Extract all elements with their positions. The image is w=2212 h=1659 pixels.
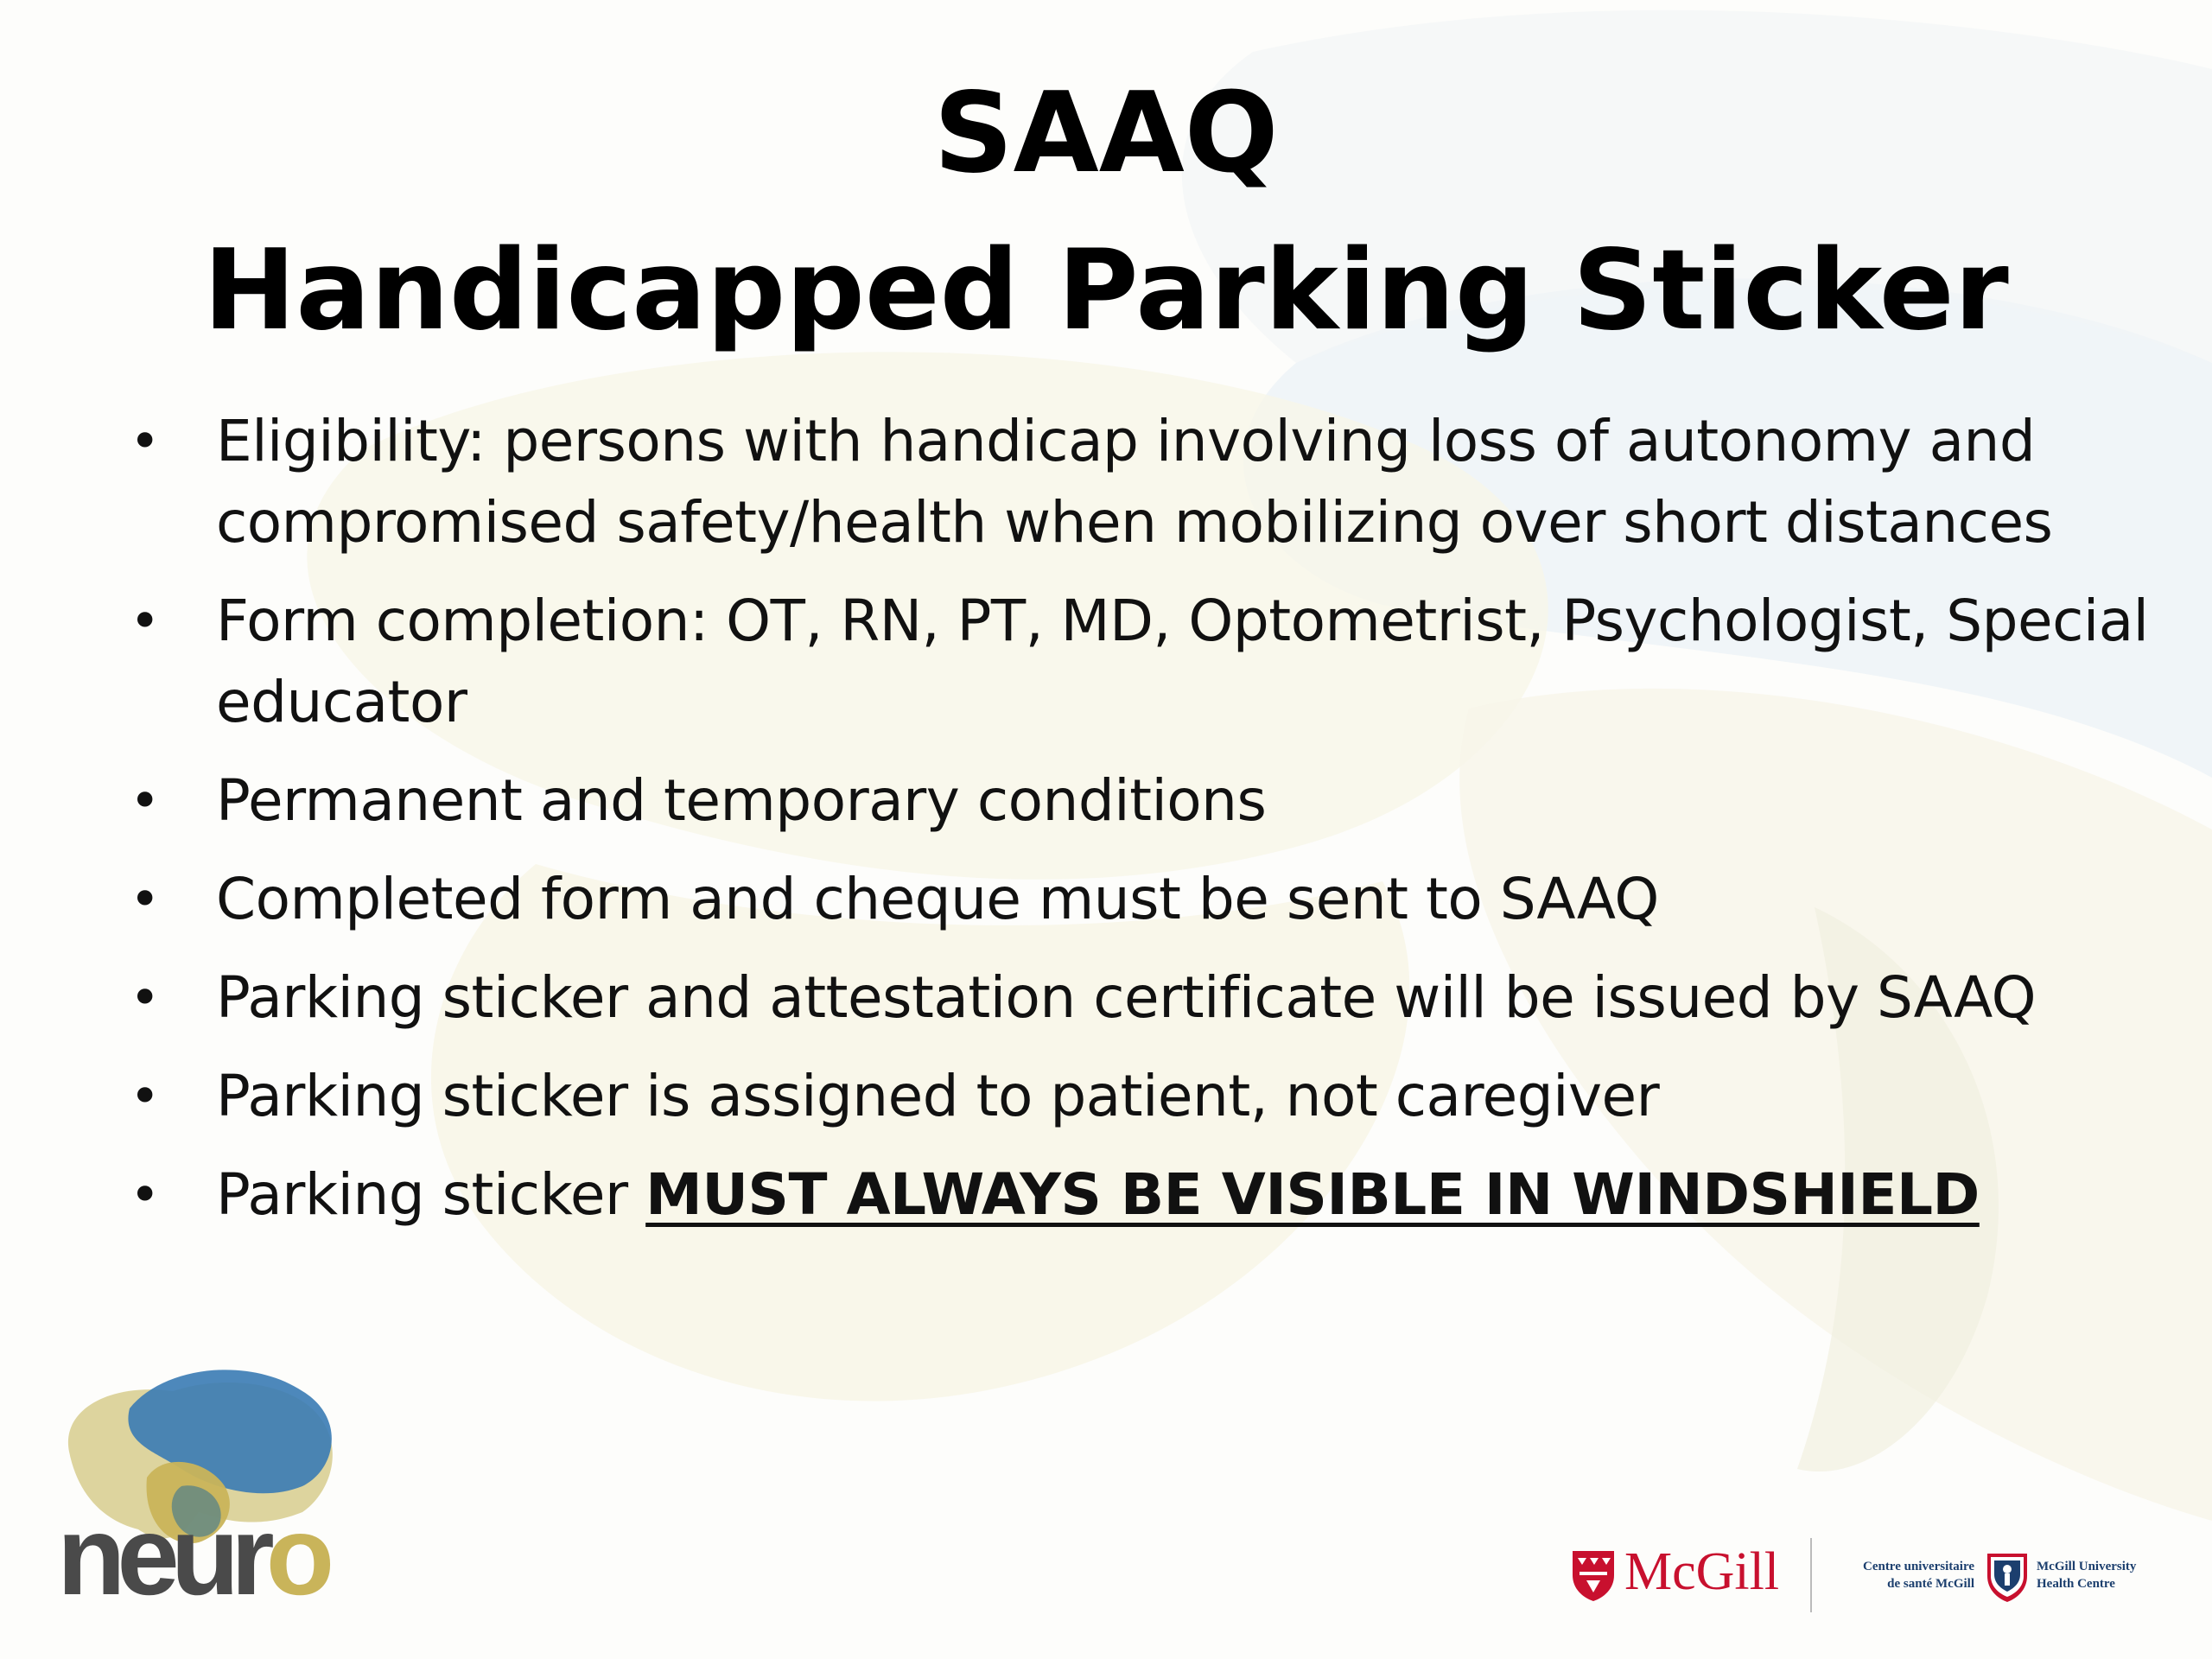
bullet-text: Permanent and temporary conditions — [216, 767, 1267, 834]
slide-subtitle: Handicapped Parking Sticker — [203, 226, 2009, 355]
mcgill-crest-icon — [1571, 1549, 1616, 1603]
muhc-french-line: Centre universitaire — [1862, 1560, 1974, 1573]
bullet-text: Form completion: OT, RN, PT, MD, Optometrist, Psychologist, Special educator — [216, 588, 2149, 735]
bullet-icon: • — [130, 1066, 160, 1127]
bullet-icon: • — [130, 411, 160, 472]
bullet-icon: • — [130, 591, 160, 652]
bullet-text: Parking sticker and attestation certificate will be issued by SAAQ — [216, 964, 2037, 1031]
muhc-english-line: McGill University — [2037, 1560, 2137, 1573]
mcgill-wordmark: McGill — [1624, 1542, 1780, 1601]
neuro-wordmark — [57, 1492, 327, 1618]
logo-divider — [1810, 1538, 1812, 1612]
bullet-text: Parking sticker is assigned to patient, not caregiver — [216, 1063, 1660, 1129]
bullet-emphasis-text: MUST ALWAYS BE VISIBLE IN WINDSHIELD — [645, 1161, 1980, 1228]
bullet-item-form-completion — [130, 581, 2160, 743]
bullet-item-visible — [130, 1154, 2160, 1236]
bullet-item-assigned — [130, 1056, 2160, 1137]
bullet-item-issued — [130, 957, 2160, 1039]
bullet-icon: • — [130, 869, 160, 930]
bullet-item-conditions — [130, 760, 2160, 842]
muhc-crest-icon — [1986, 1552, 2029, 1604]
neuro-wordmark-o: o — [265, 1492, 327, 1618]
muhc-english-line: Health Centre — [2037, 1577, 2115, 1591]
bullet-icon: • — [130, 1165, 160, 1225]
bullet-text: Parking sticker — [216, 1161, 646, 1228]
bullet-item-eligibility — [130, 401, 2160, 563]
bullet-list — [130, 401, 2160, 1253]
muhc-french-name — [1819, 1558, 1974, 1592]
slide-title: SAAQ — [933, 69, 1279, 198]
bullet-icon: • — [130, 771, 160, 831]
muhc-french-line: de santé McGill — [1887, 1577, 1974, 1591]
bullet-item-send-form — [130, 859, 2160, 940]
bullet-text: Completed form and cheque must be sent to SAAQ — [216, 866, 1659, 932]
bullet-text: Eligibility: persons with handicap involving loss of autonomy and compromised safety/health when mobilizing over short distances — [216, 408, 2053, 556]
bullet-icon: • — [130, 968, 160, 1028]
muhc-english-name — [2037, 1558, 2136, 1592]
neuro-wordmark-main: neur — [57, 1492, 266, 1618]
